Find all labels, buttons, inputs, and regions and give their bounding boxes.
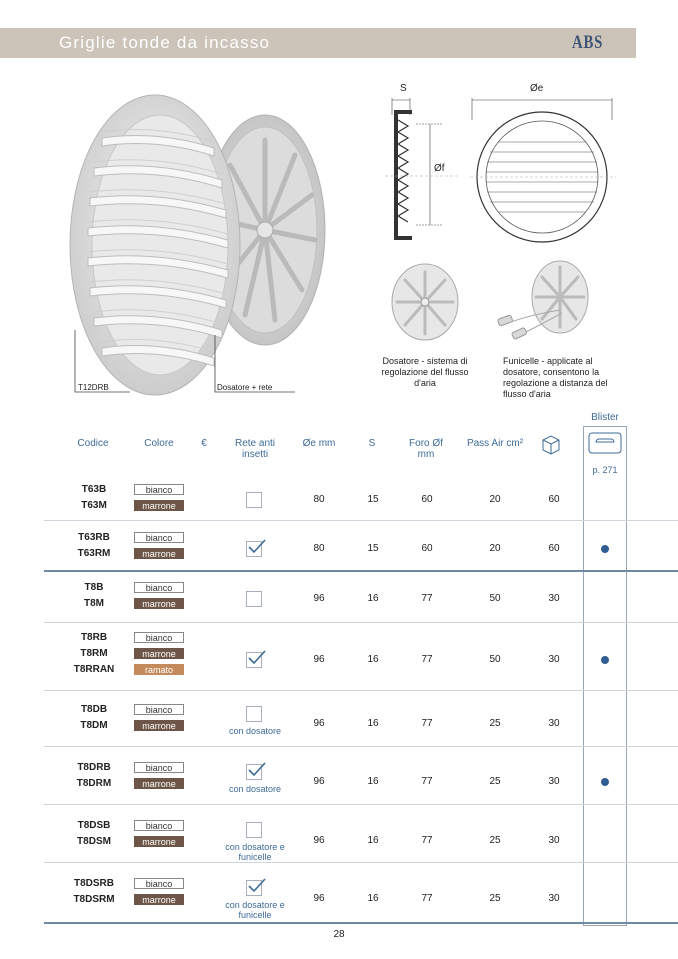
product-code: T8DRB: [77, 762, 111, 773]
cell-box: 30: [548, 776, 560, 787]
cell-foro: 77: [421, 835, 433, 846]
dimension-f-label: Øf: [434, 163, 445, 174]
cell-foro: 77: [421, 718, 433, 729]
col-oe: Øe mm: [302, 438, 336, 449]
row-colors: [134, 704, 184, 736]
dimension-s-label: S: [400, 83, 407, 94]
row-codes: [54, 876, 134, 908]
col-euro: €: [201, 438, 207, 449]
col-s: S: [368, 438, 376, 449]
blister-dot: [601, 545, 609, 553]
cell-pass-air: 25: [489, 776, 501, 787]
color-swatch-bianco: bianco: [134, 632, 184, 643]
page-header: [0, 28, 636, 58]
cell-box: 30: [548, 893, 560, 904]
cell-box: 30: [548, 593, 560, 604]
row-codes: [54, 702, 134, 734]
row-divider: [44, 804, 678, 805]
row-colors: [134, 532, 184, 564]
product-code: T63RB: [78, 532, 110, 543]
col-codice: Codice: [77, 438, 109, 449]
color-swatch-marrone: marrone: [134, 836, 184, 847]
product-photo: [50, 80, 330, 400]
blister-page-ref: p. 271: [592, 465, 618, 475]
cell-oe: 96: [313, 593, 325, 604]
row-divider: [44, 862, 678, 863]
row-divider: [44, 520, 678, 521]
cell-oe: 80: [313, 543, 325, 554]
cell-foro: 77: [421, 654, 433, 665]
col-pass-air: Pass Air cm²: [466, 438, 524, 449]
cell-oe: 80: [313, 494, 325, 505]
rete-checkbox-checked[interactable]: [246, 652, 262, 668]
row-colors: [134, 820, 184, 852]
cell-oe: 96: [313, 893, 325, 904]
funicelle-image: [490, 255, 600, 345]
blister-hook-icon: [588, 432, 622, 454]
color-swatch-bianco: bianco: [134, 532, 184, 543]
product-code: T63M: [81, 500, 107, 511]
page-number: 28: [333, 929, 345, 940]
color-swatch-bianco: bianco: [134, 704, 184, 715]
row-codes: [54, 580, 134, 612]
row-colors: [134, 762, 184, 794]
rete-checkbox[interactable]: [246, 822, 262, 838]
product-code: T8RB: [80, 632, 108, 643]
row-note: con dosatore e funicelle: [225, 842, 285, 862]
color-swatch-marrone: marrone: [134, 778, 184, 789]
check-icon: [246, 647, 266, 667]
col-foro: Foro Øf mm: [409, 438, 443, 460]
cell-pass-air: 25: [489, 718, 501, 729]
cell-s: 16: [367, 835, 379, 846]
row-note: con dosatore: [228, 726, 282, 736]
cell-foro: 60: [421, 543, 433, 554]
cell-foro: 77: [421, 893, 433, 904]
cell-oe: 96: [313, 718, 325, 729]
cell-box: 30: [548, 718, 560, 729]
cell-oe: 96: [313, 835, 325, 846]
row-note: con dosatore e funicelle: [225, 900, 285, 920]
dosatore-caption: Dosatore - sistema di regolazione del flusso d'aria: [381, 356, 469, 388]
row-colors: [134, 582, 184, 614]
product-code: T63B: [81, 484, 107, 495]
row-codes: [54, 760, 134, 792]
row-codes: [54, 630, 134, 678]
check-icon: [246, 536, 266, 556]
rete-checkbox-checked[interactable]: [246, 764, 262, 780]
color-swatch-bianco: bianco: [134, 820, 184, 831]
col-colore: Colore: [144, 438, 174, 449]
row-divider: [44, 570, 678, 572]
cell-oe: 96: [313, 776, 325, 787]
cell-foro: 77: [421, 593, 433, 604]
product-code: T63RM: [77, 548, 111, 559]
color-swatch-marrone: marrone: [134, 720, 184, 731]
row-divider: [44, 690, 678, 691]
product-code-label: T12DRB: [78, 383, 109, 392]
blister-dot: [601, 656, 609, 664]
rete-checkbox[interactable]: [246, 706, 262, 722]
product-code: T8DSB: [77, 820, 111, 831]
check-icon: [246, 875, 266, 895]
blister-column: [583, 426, 627, 926]
cell-box: 30: [548, 654, 560, 665]
col-rete: Rete anti insetti: [234, 438, 276, 460]
page-title: Griglie tonde da incasso: [59, 33, 271, 52]
cell-s: 16: [367, 718, 379, 729]
product-code: T8RRAN: [73, 664, 115, 675]
product-code: T8M: [84, 598, 104, 609]
cell-foro: 77: [421, 776, 433, 787]
row-codes: [54, 818, 134, 850]
row-colors: [134, 484, 184, 516]
product-code: T8RM: [80, 648, 108, 659]
color-swatch-marrone: marrone: [134, 548, 184, 559]
product-code: T8DRM: [76, 778, 112, 789]
rete-checkbox[interactable]: [246, 591, 262, 607]
color-swatch-marrone: marrone: [134, 598, 184, 609]
cell-pass-air: 25: [489, 835, 501, 846]
cell-box: 60: [548, 543, 560, 554]
blister-header: Blister: [591, 412, 619, 423]
box-quantity-icon: [540, 433, 562, 455]
color-swatch-bianco: bianco: [134, 582, 184, 593]
rete-checkbox-checked[interactable]: [246, 541, 262, 557]
product-code: T8B: [84, 582, 104, 593]
cell-pass-air: 50: [489, 654, 501, 665]
check-icon: [246, 759, 266, 779]
cell-box: 60: [548, 494, 560, 505]
color-swatch-bianco: bianco: [134, 878, 184, 889]
cell-s: 15: [367, 543, 379, 554]
product-code: T8DM: [80, 720, 108, 731]
product-part-label: Dosatore + rete: [217, 383, 273, 392]
row-colors: [134, 632, 184, 680]
color-swatch-marrone: marrone: [134, 500, 184, 511]
cell-oe: 96: [313, 654, 325, 665]
rete-checkbox-checked[interactable]: [246, 880, 262, 896]
cell-pass-air: 25: [489, 893, 501, 904]
product-code: T8DSRB: [73, 878, 114, 889]
cell-s: 16: [367, 776, 379, 787]
cell-s: 16: [367, 593, 379, 604]
product-code: T8DSRM: [73, 894, 115, 905]
row-divider: [44, 746, 678, 747]
funicelle-caption: Funicelle - applicate al dosatore, consentono la regolazione a distanza del flusso d'aria: [503, 356, 608, 399]
color-swatch-ramato: ramato: [134, 664, 184, 675]
color-swatch-bianco: bianco: [134, 762, 184, 773]
product-code: T8DSM: [77, 836, 111, 847]
row-colors: [134, 878, 184, 910]
blister-dot: [601, 778, 609, 786]
row-divider: [44, 622, 678, 623]
dosatore-image: [385, 260, 465, 345]
technical-drawing: [380, 80, 630, 250]
row-codes: [54, 482, 134, 514]
cell-pass-air: 20: [489, 494, 501, 505]
cell-foro: 60: [421, 494, 433, 505]
color-swatch-bianco: bianco: [134, 484, 184, 495]
rete-checkbox[interactable]: [246, 492, 262, 508]
row-codes: [54, 530, 134, 562]
cell-s: 16: [367, 893, 379, 904]
dimension-e-label: Øe: [530, 83, 544, 94]
cell-s: 15: [367, 494, 379, 505]
product-code: T8DB: [80, 704, 108, 715]
cell-pass-air: 20: [489, 543, 501, 554]
row-divider: [44, 922, 678, 924]
cell-pass-air: 50: [489, 593, 501, 604]
color-swatch-marrone: marrone: [134, 648, 184, 659]
color-swatch-marrone: marrone: [134, 894, 184, 905]
cell-box: 30: [548, 835, 560, 846]
brand-mark: ABS: [572, 32, 604, 53]
cell-s: 16: [367, 654, 379, 665]
row-note: con dosatore: [228, 784, 282, 794]
